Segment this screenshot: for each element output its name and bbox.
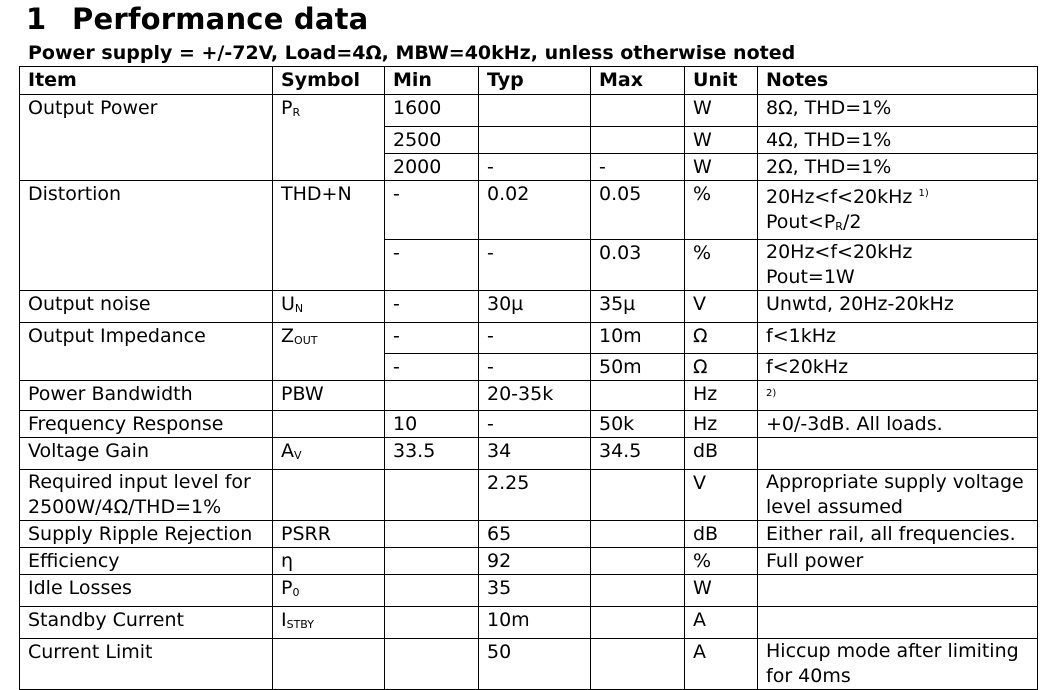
table-row — [20, 239, 1038, 290]
symbol-cell — [273, 153, 385, 180]
min-cell: - — [385, 354, 479, 381]
symbol-cell — [273, 126, 385, 153]
item-cell: Required input level for 2500W/4Ω/THD=1% — [20, 470, 273, 521]
footnote-ref: 2) — [766, 388, 777, 399]
unit-cell: A — [685, 607, 758, 639]
table-row — [20, 354, 1038, 381]
unit-cell: dB — [685, 521, 758, 548]
typ-cell — [479, 126, 591, 153]
notes-cell — [758, 575, 1038, 607]
typ-cell: 34 — [479, 438, 591, 470]
symbol-cell: η — [273, 548, 385, 575]
symbol-cell — [273, 639, 385, 690]
notes-cell — [758, 438, 1038, 470]
min-cell: - — [385, 180, 479, 239]
col-header-typ: Typ — [479, 67, 591, 95]
notes-cell — [758, 607, 1038, 639]
symbol-cell — [273, 411, 385, 438]
min-cell: 10 — [385, 411, 479, 438]
symbol-cell — [273, 354, 385, 381]
notes-cell: Appropriate supply voltage level assumed — [758, 470, 1038, 521]
item-cell: Idle Losses — [20, 575, 273, 607]
unit-cell: Hz — [685, 411, 758, 438]
min-cell: 2500 — [385, 126, 479, 153]
notes-cell — [758, 381, 1038, 411]
col-header-notes: Notes — [758, 67, 1038, 95]
max-cell — [591, 470, 685, 521]
table-row — [20, 322, 1038, 354]
min-cell — [385, 548, 479, 575]
symbol-cell: AV — [273, 438, 385, 470]
col-header-unit: Unit — [685, 67, 758, 95]
table-row — [20, 438, 1038, 470]
item-cell — [20, 354, 273, 381]
typ-cell: - — [479, 411, 591, 438]
table-row — [20, 521, 1038, 548]
notes-cell: 20Hz<f<20kHz $^{1)}$ Pout<PR/2 — [758, 180, 1038, 239]
col-header-item: Item — [20, 67, 273, 95]
typ-cell — [479, 95, 591, 127]
item-cell: Frequency Response — [20, 411, 273, 438]
min-cell — [385, 470, 479, 521]
col-header-min: Min — [385, 67, 479, 95]
max-cell — [591, 607, 685, 639]
min-cell: - — [385, 322, 479, 354]
notes-cell: Unwtd, 20Hz-20kHz — [758, 290, 1038, 322]
min-cell — [385, 575, 479, 607]
notes-cell: +0/-3dB. All loads. — [758, 411, 1038, 438]
min-cell — [385, 381, 479, 411]
max-cell — [591, 639, 685, 690]
item-cell — [20, 126, 273, 153]
notes-cell: Either rail, all frequencies. — [758, 521, 1038, 548]
unit-cell: dB — [685, 438, 758, 470]
unit-cell: % — [685, 239, 758, 290]
symbol-cell: PR — [273, 95, 385, 127]
unit-cell: W — [685, 126, 758, 153]
typ-cell: - — [479, 354, 591, 381]
unit-cell: V — [685, 290, 758, 322]
typ-cell: 65 — [479, 521, 591, 548]
notes-cell: 20Hz<f<20kHz Pout=1W — [758, 239, 1038, 290]
footnote-ref: 1) — [918, 187, 929, 199]
typ-cell: 50 — [479, 639, 591, 690]
min-cell: 2000 — [385, 153, 479, 180]
max-cell: 35µ — [591, 290, 685, 322]
min-cell: 1600 — [385, 95, 479, 127]
table-row — [20, 95, 1038, 127]
notes-cell: f<20kHz — [758, 354, 1038, 381]
table-row — [20, 153, 1038, 180]
max-cell: 50k — [591, 411, 685, 438]
typ-cell: 35 — [479, 575, 591, 607]
symbol-cell: THD+N — [273, 180, 385, 239]
section-heading — [26, 2, 368, 36]
typ-cell: 2.25 — [479, 470, 591, 521]
item-cell: Current Limit — [20, 639, 273, 690]
min-cell — [385, 639, 479, 690]
typ-cell: 20-35k — [479, 381, 591, 411]
typ-cell: 92 — [479, 548, 591, 575]
item-cell: Efficiency — [20, 548, 273, 575]
item-cell: Distortion — [20, 180, 273, 239]
unit-cell: % — [685, 180, 758, 239]
table-conditions: Power supply = +/-72V, Load=4Ω, MBW=40kHz, unless otherwise noted — [28, 42, 796, 64]
typ-cell: - — [479, 239, 591, 290]
table-row — [20, 180, 1038, 239]
max-cell — [591, 126, 685, 153]
typ-cell: - — [479, 322, 591, 354]
item-cell: Supply Ripple Rejection — [20, 521, 273, 548]
min-cell — [385, 607, 479, 639]
unit-cell: W — [685, 95, 758, 127]
max-cell: 0.03 — [591, 239, 685, 290]
item-cell: Output Impedance — [20, 322, 273, 354]
item-cell: Voltage Gain — [20, 438, 273, 470]
max-cell — [591, 521, 685, 548]
symbol-cell: PSRR — [273, 521, 385, 548]
max-cell — [591, 575, 685, 607]
col-header-max: Max — [591, 67, 685, 95]
unit-cell: % — [685, 548, 758, 575]
typ-cell: 10m — [479, 607, 591, 639]
item-cell: Output Power — [20, 95, 273, 127]
symbol-cell — [273, 470, 385, 521]
table-row — [20, 470, 1038, 521]
unit-cell: W — [685, 153, 758, 180]
table-row — [20, 290, 1038, 322]
unit-cell: A — [685, 639, 758, 690]
notes-cell: Full power — [758, 548, 1038, 575]
typ-cell: 0.02 — [479, 180, 591, 239]
notes-cell: f<1kHz — [758, 322, 1038, 354]
min-cell — [385, 521, 479, 548]
item-cell: Power Bandwidth — [20, 381, 273, 411]
symbol-cell — [273, 239, 385, 290]
table-row — [20, 639, 1038, 690]
item-cell: Output noise — [20, 290, 273, 322]
unit-cell: W — [685, 575, 758, 607]
table-header-row — [20, 67, 1038, 95]
performance-table — [19, 66, 1038, 690]
section-title: Performance data — [72, 2, 369, 36]
max-cell — [591, 95, 685, 127]
symbol-cell: ISTBY — [273, 607, 385, 639]
typ-cell: 30µ — [479, 290, 591, 322]
table-row — [20, 548, 1038, 575]
max-cell: 34.5 — [591, 438, 685, 470]
symbol-cell: P0 — [273, 575, 385, 607]
max-cell — [591, 381, 685, 411]
min-cell: - — [385, 239, 479, 290]
table-row — [20, 381, 1038, 411]
max-cell: - — [591, 153, 685, 180]
item-cell: Standby Current — [20, 607, 273, 639]
max-cell: 10m — [591, 322, 685, 354]
unit-cell: Ω — [685, 354, 758, 381]
min-cell: - — [385, 290, 479, 322]
unit-cell: Ω — [685, 322, 758, 354]
col-header-symbol: Symbol — [273, 67, 385, 95]
table-row — [20, 411, 1038, 438]
item-cell — [20, 239, 273, 290]
symbol-cell: PBW — [273, 381, 385, 411]
notes-cell: 8Ω, THD=1% — [758, 95, 1038, 127]
unit-cell: V — [685, 470, 758, 521]
item-cell — [20, 153, 273, 180]
unit-cell: Hz — [685, 381, 758, 411]
symbol-cell: UN — [273, 290, 385, 322]
max-cell: 0.05 — [591, 180, 685, 239]
max-cell: 50m — [591, 354, 685, 381]
section-number: 1 — [26, 2, 47, 36]
notes-cell: Hiccup mode after limiting for 40ms — [758, 639, 1038, 690]
table-row — [20, 575, 1038, 607]
max-cell — [591, 548, 685, 575]
typ-cell: - — [479, 153, 591, 180]
table-row — [20, 126, 1038, 153]
notes-cell: 4Ω, THD=1% — [758, 126, 1038, 153]
min-cell: 33.5 — [385, 438, 479, 470]
notes-cell: 2Ω, THD=1% — [758, 153, 1038, 180]
table-row — [20, 607, 1038, 639]
symbol-cell: ZOUT — [273, 322, 385, 354]
